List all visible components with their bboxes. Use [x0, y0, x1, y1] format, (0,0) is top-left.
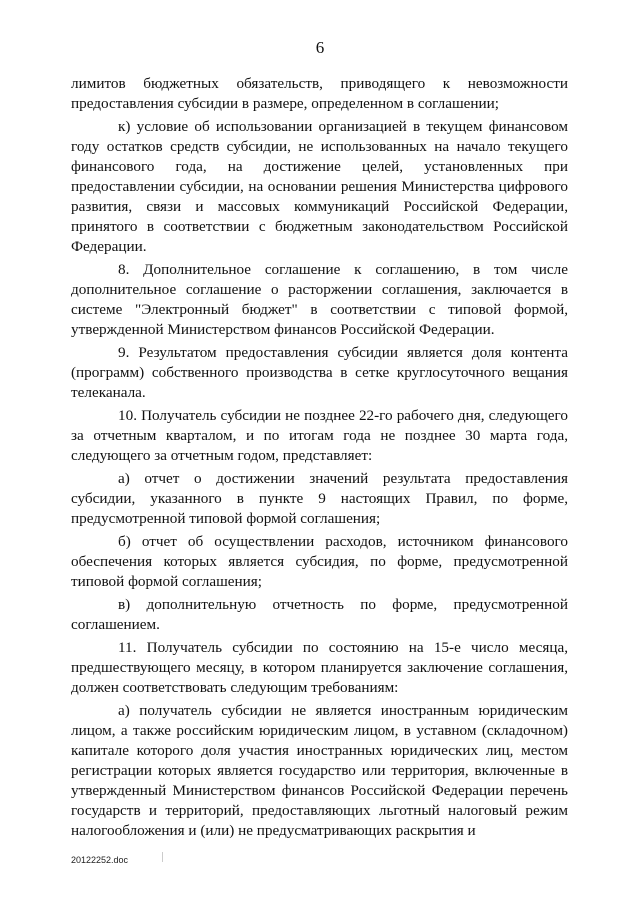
paragraph-item-a-requirement: а) получатель субсидии не является иностранным юридическим лицом, а также российским юридическим лицом, в уставном (складочном) капитале которого доля участия иностранных юридических лиц, местом регистрации которых является государство или территория, включенные в утвержденный Министерством финансов Российской Федерации перечень государств и территорий, предоставляющих льготный налоговый режим налогообложения и (или) не предусматривающих раскрытия и [71, 702, 568, 839]
paragraph-clause-9: 9. Результатом предоставления субсидии является доля контента (программ) собственного производства в сетке круглосуточного вещания телеканала. [71, 344, 568, 401]
paragraph-item-v-report: в) дополнительную отчетность по форме, предусмотренной соглашением. [71, 596, 568, 633]
document-body [71, 74, 568, 841]
footer-filename: 20122252.doc [71, 855, 129, 865]
paragraph-clause-10: 10. Получатель субсидии не позднее 22-го рабочего дня, следующего за отчетным кварталом, и по итогам года не позднее 30 марта года, следующего за отчетным годом, представляет: [71, 407, 568, 464]
paragraph-item-b-report: б) отчет об осуществлении расходов, источником финансового обеспечения которых является субсидия, по форме, предусмотренной типовой формой соглашения; [71, 533, 568, 590]
margin-mark [162, 852, 163, 862]
page-number: 6 [315, 38, 325, 57]
paragraph-clause-8: 8. Дополнительное соглашение к соглашению, в том числе дополнительное соглашение о расторжении соглашения, заключается в системе "Электронный бюджет" в соответствии с типовой формой, утвержденной Министерством финансов Российской Федерации. [71, 261, 568, 338]
paragraph-continuation: лимитов бюджетных обязательств, приводящего к невозможности предоставления субсидии в размере, определенном в соглашении; [71, 75, 568, 112]
paragraph-item-a-report: а) отчет о достижении значений результата предоставления субсидии, указанного в пункте 9 настоящих Правил, по форме, предусмотренной типовой формой соглашения; [71, 470, 568, 527]
paragraph-clause-11: 11. Получатель субсидии по состоянию на 15-е число месяца, предшествующего месяцу, в котором планируется заключение соглашения, должен соответствовать следующим требованиям: [71, 639, 568, 696]
paragraph-item-k: к) условие об использовании организацией в текущем финансовом году остатков средств субсидии, не использованных на начало текущего финансового года, на достижение целей, установленных при предоставлении субсидии, на основании решения Министерства цифрового развития, связи и массовых коммуникаций Российской Федерации, принятого в соответствии с бюджетным законодательством Российской Федерации. [71, 118, 568, 255]
